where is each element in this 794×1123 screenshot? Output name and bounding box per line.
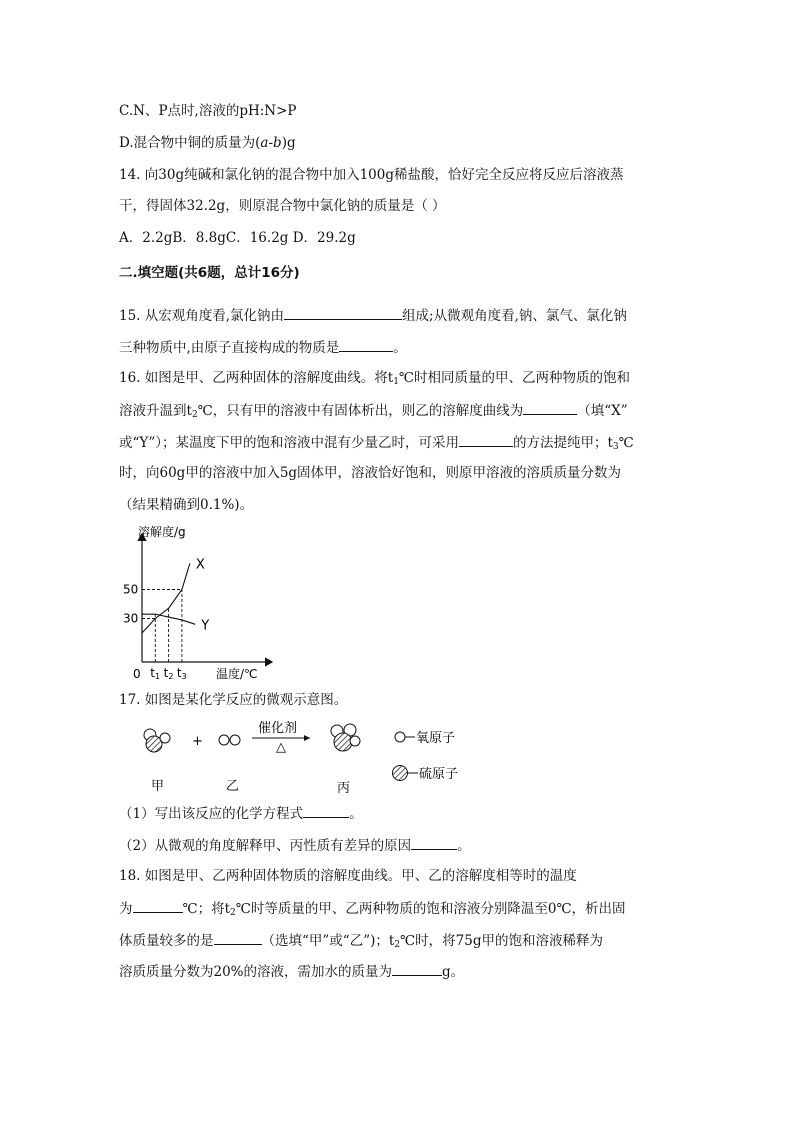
answer-blank[interactable] [411, 835, 457, 850]
catalyst-label: 催化剂 [258, 721, 298, 736]
sulfur-atom-icon [393, 766, 419, 781]
x-tick-label: t3 [176, 666, 187, 681]
solubility-chart [122, 522, 282, 684]
label-bing: 丙 [337, 781, 351, 796]
label-yi: 乙 [226, 779, 240, 794]
question-17-title: 17. 如图是某化学反应的微观示意图。 [119, 692, 348, 708]
question-14-line-1: 14. 向30g纯碱和氯化钠的混合物中加入100g稀盐酸，恰好完全反应将反应后溶液蒸 [119, 167, 624, 183]
question-18-line-2: 为 ℃；将$t_2℃$时等质量的甲、乙两种物质的饱和溶液分别降温至0℃，析出固 [119, 898, 626, 923]
x-tick-label: t2 [163, 666, 174, 681]
answer-blank[interactable] [392, 961, 442, 976]
option-c: C.N、P点时,溶液的pH:N>P [119, 103, 297, 119]
question-16-line-2: 溶液升温到$t_2℃$，只有甲的溶液中有固体析出，则乙的溶解度曲线为 （填“X” [119, 400, 628, 425]
question-16-line-3: 或“Y”）；某温度下甲的饱和溶液中混有少量乙时，可采用 的方法提纯甲；$t_3℃$ [119, 432, 634, 457]
question-18-line-1: 18. 如图是甲、乙两种固体物质的溶解度曲线。甲、乙的溶解度相等时的温度 [119, 868, 577, 884]
question-16-line-5: （结果精确到0.1%)。 [119, 497, 254, 513]
series-label-x: X [195, 557, 205, 573]
heat-symbol: △ [276, 740, 286, 755]
question-18-line-3: 体质量较多的是 （选填“甲”或“乙”)；$t_2℃$时，将75g甲的饱和溶液稀释为 [119, 930, 603, 955]
answer-blank[interactable] [303, 803, 349, 818]
arrow-head-icon [304, 735, 310, 741]
legend-oxygen: 氧原子 [416, 731, 456, 746]
plus-sign: + [192, 734, 203, 749]
question-15-line-1: 15. 从宏观角度看,氯化钠由 组成;从微观角度看,钠、氯气、氯化钠 [119, 305, 627, 326]
section-title: 二.填空题(共6题，总计16分) [119, 265, 300, 281]
molecule-yi-icon [219, 735, 240, 745]
x-tick-label: t1 [150, 666, 161, 681]
answer-blank[interactable] [133, 898, 183, 913]
answer-blank[interactable] [214, 930, 262, 945]
legend-sulfur: 硫原子 [419, 767, 459, 782]
y-tick-label: 30 [123, 611, 139, 626]
question-14-options: A．2.2gB．8.8gC．16.2g D．29.2g [119, 230, 356, 246]
label-jia: 甲 [151, 779, 165, 794]
option-d: D.混合物中铜的质量为(a-b)g [119, 135, 296, 151]
reaction-diagram [140, 716, 480, 796]
question-14-line-2: 干，得固体32.2g，则原混合物中氯化钠的质量是（ ） [119, 198, 446, 214]
molecule-jia-icon [144, 729, 170, 752]
y-axis-label: 溶解度/g [138, 525, 186, 539]
series-line-x [142, 563, 190, 633]
answer-blank[interactable] [459, 432, 513, 447]
question-18-line-4: 溶质质量分数为20%的溶液，需加水的质量为 g。 [119, 961, 464, 982]
question-17-sub-2: （2）从微观的角度解释甲、丙性质有差异的原因 。 [119, 835, 471, 856]
answer-blank[interactable] [339, 337, 393, 352]
molecule-bing-icon [331, 724, 360, 751]
answer-blank[interactable] [523, 400, 577, 415]
answer-blank[interactable] [284, 305, 402, 320]
series-label-y: Y [201, 618, 210, 634]
x-axis-label: 温度/℃ [216, 667, 258, 681]
question-16-line-1: 16. 如图是甲、乙两种固体的溶解度曲线。将$t_1℃$时相同质量的甲、乙两种物质的饱和 [119, 370, 631, 387]
question-16-line-4: 时，向60g甲的溶液中加入5g固体甲，溶液恰好饱和，则原甲溶液的溶质质量分数为 [119, 465, 622, 481]
origin-label: 0 [133, 667, 141, 681]
question-15-line-2: 三种物质中,由原子直接构成的物质是 。 [119, 337, 407, 358]
question-17-sub-1: （1）写出该反应的化学方程式 。 [119, 803, 363, 824]
oxygen-atom-icon [395, 732, 415, 742]
y-tick-label: 50 [123, 582, 139, 597]
